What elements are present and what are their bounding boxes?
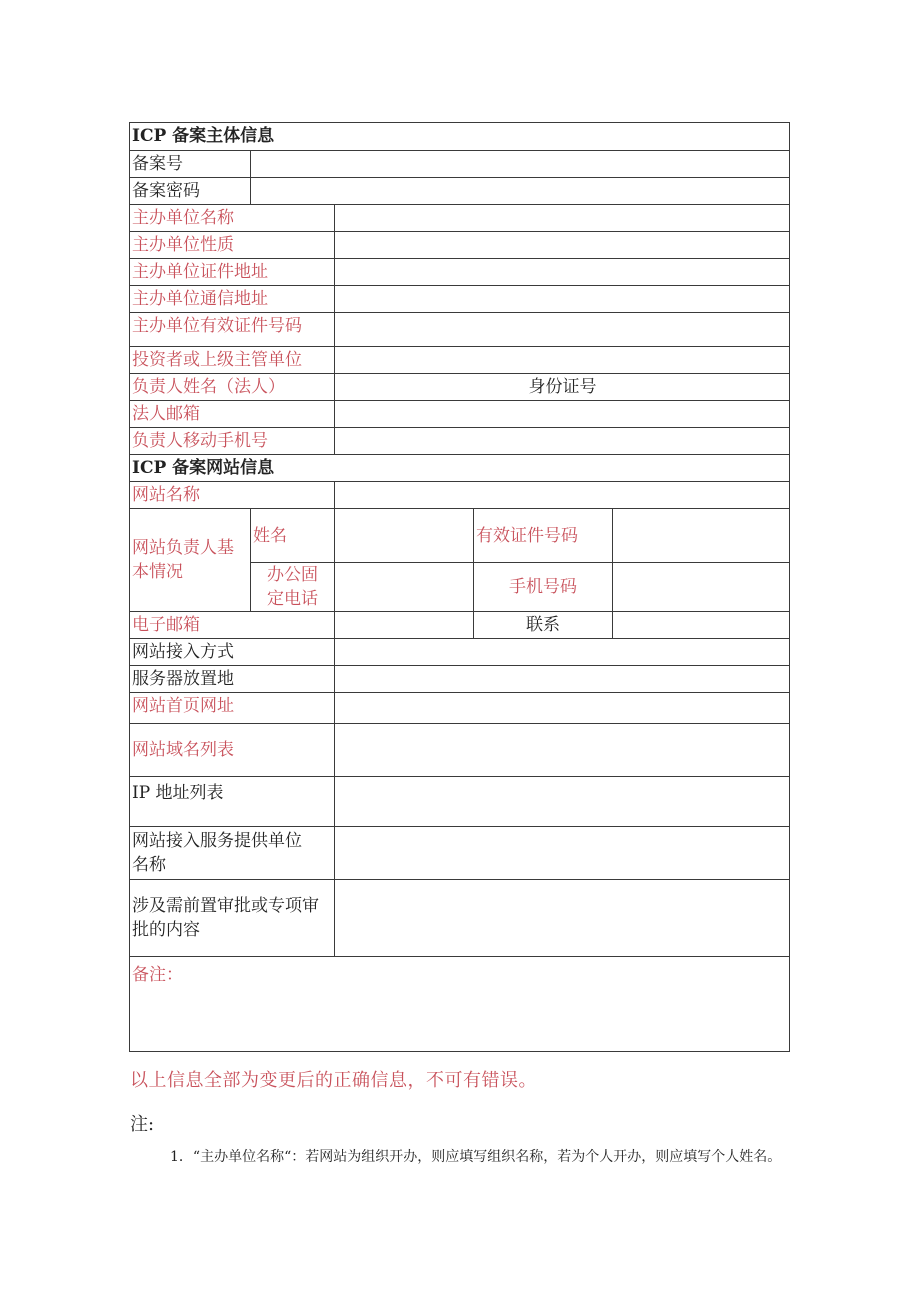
field-record-password[interactable] xyxy=(250,177,790,204)
icp-record-form xyxy=(129,122,790,1052)
label-text: 网站域名列表 xyxy=(132,740,234,760)
label-remarks: 备注： xyxy=(132,965,183,985)
label-text: 网站接入服务提供单位名称 xyxy=(132,831,302,875)
label-site-leader-info-text: 网站负责人基本情况 xyxy=(132,538,234,582)
label-ip-list: IP 地址列表 xyxy=(129,776,334,826)
label-office-phone xyxy=(250,562,334,611)
field-legal-email[interactable] xyxy=(334,400,790,427)
field-leader-mobile[interactable] xyxy=(334,427,790,454)
label-mobile-number xyxy=(473,562,612,611)
label-org-name: 主办单位名称 xyxy=(129,204,334,231)
label-access-method: 网站接入方式 xyxy=(129,638,334,665)
label-text: 办公固定电话 xyxy=(267,565,318,609)
label-leader-name: 负责人姓名（法人） xyxy=(129,373,334,400)
label-site-leader-info xyxy=(129,508,250,611)
label-access-provider xyxy=(129,826,334,879)
label-investor: 投资者或上级主管单位 xyxy=(129,346,334,373)
field-org-name[interactable] xyxy=(334,204,790,231)
label-valid-cert-number xyxy=(473,508,612,562)
label-legal-email: 法人邮箱 xyxy=(129,400,334,427)
remarks-box[interactable] xyxy=(129,956,790,1052)
field-org-nature[interactable] xyxy=(334,231,790,258)
label-org-nature: 主办单位性质 xyxy=(129,231,334,258)
label-text: 涉及需前置审批或专项审批的内容 xyxy=(132,896,319,940)
label-leader-person-name xyxy=(250,508,334,562)
label-org-mail-address: 主办单位通信地址 xyxy=(129,285,334,312)
label-text: 手机号码 xyxy=(509,577,577,597)
label-domain-list xyxy=(129,723,334,776)
field-leader-person-name[interactable] xyxy=(334,508,473,562)
section-title: ICP 备案主体信息 xyxy=(132,126,275,146)
field-domain-list[interactable] xyxy=(334,723,790,776)
label-contact: 联系 xyxy=(473,611,612,638)
field-investor[interactable] xyxy=(334,346,790,373)
field-mobile-number[interactable] xyxy=(612,562,790,611)
label-record-password: 备案密码 xyxy=(129,177,250,204)
section-header-website xyxy=(129,454,790,481)
field-ip-list[interactable] xyxy=(334,776,790,826)
field-server-location[interactable] xyxy=(334,665,790,692)
section-title: ICP 备案网站信息 xyxy=(132,458,275,478)
field-access-provider[interactable] xyxy=(334,826,790,879)
label-org-cert-address: 主办单位证件地址 xyxy=(129,258,334,285)
label-pre-approval xyxy=(129,879,334,956)
field-contact[interactable] xyxy=(612,611,790,638)
field-valid-cert-number[interactable] xyxy=(612,508,790,562)
label-site-name: 网站名称 xyxy=(129,481,334,508)
field-email[interactable] xyxy=(334,611,473,638)
field-org-cert-number[interactable] xyxy=(334,312,790,346)
label-record-no: 备案号 xyxy=(129,150,250,177)
section-header-subject xyxy=(129,122,790,150)
label-org-cert-number: 主办单位有效证件号码 xyxy=(129,312,334,346)
label-server-location: 服务器放置地 xyxy=(129,665,334,692)
label-leader-mobile: 负责人移动手机号 xyxy=(129,427,334,454)
label-homepage-url: 网站首页网址 xyxy=(129,692,334,723)
field-record-no[interactable] xyxy=(250,150,790,177)
field-access-method[interactable] xyxy=(334,638,790,665)
field-office-phone[interactable] xyxy=(334,562,473,611)
correct-info-warning: 以上信息全部为变更后的正确信息，不可有错误。 xyxy=(130,1070,537,1091)
label-text: 姓名 xyxy=(253,525,287,546)
field-pre-approval[interactable] xyxy=(334,879,790,956)
field-homepage-url[interactable] xyxy=(334,692,790,723)
label-text: 有效证件号码 xyxy=(476,525,578,546)
field-org-cert-address[interactable] xyxy=(334,258,790,285)
label-id-number: 身份证号 xyxy=(334,373,790,400)
note-item-1: 1．“主办单位名称“：若网站为组织开办，则应填写组织名称，若为个人开办，则应填写个人姓名。 xyxy=(170,1149,782,1165)
label-email: 电子邮箱 xyxy=(129,611,334,638)
notes-heading: 注: xyxy=(130,1114,155,1135)
field-site-name[interactable] xyxy=(334,481,790,508)
field-org-mail-address[interactable] xyxy=(334,285,790,312)
